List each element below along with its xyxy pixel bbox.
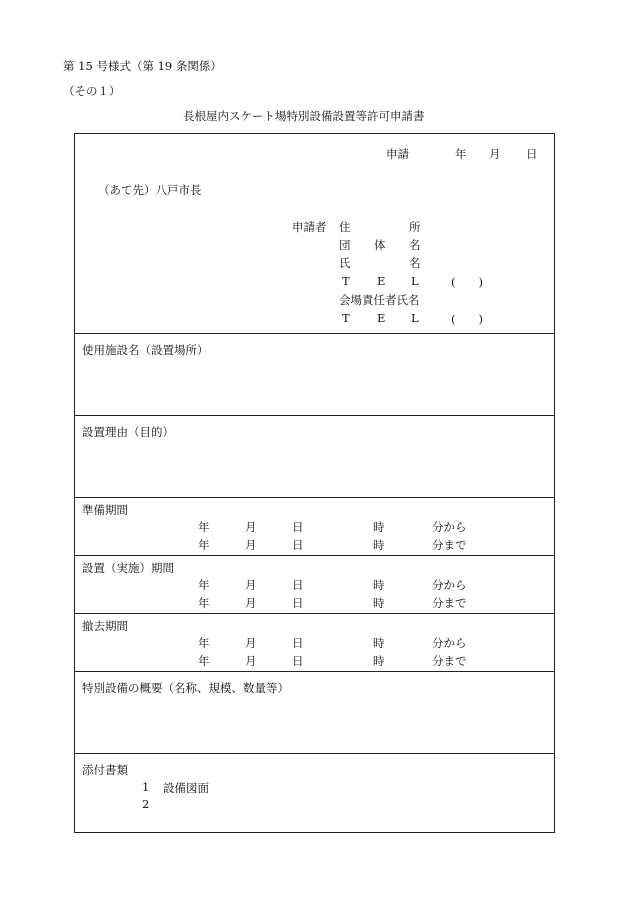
period-until: 分まで [432, 538, 467, 552]
divider [75, 497, 554, 498]
application-day: 日 [526, 147, 538, 161]
overview-label: 特別設備の概要（名称、規模、数量等） [82, 681, 289, 695]
period-day: 日 [292, 636, 304, 650]
name-label-2: 名 [409, 256, 421, 270]
divider [75, 555, 554, 556]
application-month: 月 [489, 147, 501, 161]
attachments-label: 添付書類 [82, 763, 128, 777]
name-label-1: 氏 [339, 256, 351, 270]
form-sub-number: （その１） [63, 84, 121, 98]
manager-tel-label-e: E [377, 311, 386, 325]
applicant-label: 申請者 [292, 220, 327, 234]
period-hour: 時 [373, 578, 385, 592]
attachment-number-1: 1 [142, 780, 150, 794]
period-year: 年 [198, 636, 210, 650]
manager-tel-area-code: ( ) [451, 312, 483, 326]
period-day: 日 [292, 538, 304, 552]
facility-name-label: 使用施設名（設置場所） [82, 343, 209, 357]
period-day: 日 [292, 578, 304, 592]
tel-label-l: L [411, 274, 419, 288]
period-until: 分まで [432, 654, 467, 668]
period-year: 年 [198, 654, 210, 668]
period-day: 日 [292, 520, 304, 534]
group-label-1: 団 [339, 238, 351, 252]
period-day: 日 [292, 596, 304, 610]
address-label-1: 住 [339, 220, 351, 234]
manager-tel-label-t: T [342, 311, 350, 325]
tel-label-t: T [342, 274, 350, 288]
application-date-label: 申請 [386, 147, 409, 161]
period-month: 月 [245, 654, 257, 668]
group-label-2: 体 [374, 238, 386, 252]
page-title: 長根屋内スケート場特別設備設置等許可申請書 [183, 109, 425, 123]
reason-label: 設置理由（目的） [82, 425, 174, 439]
form-number: 第 15 号様式（第 19 条関係） [63, 59, 222, 73]
address-label-2: 所 [409, 220, 421, 234]
period-hour: 時 [373, 520, 385, 534]
application-year: 年 [455, 147, 467, 161]
period-until: 分まで [432, 596, 467, 610]
period-day: 日 [292, 654, 304, 668]
removal-period-label: 撤去期間 [82, 619, 128, 633]
divider [75, 415, 554, 416]
tel-label-e: E [377, 274, 386, 288]
period-from: 分から [432, 636, 467, 650]
period-hour: 時 [373, 654, 385, 668]
period-from: 分から [432, 520, 467, 534]
setup-period-label: 設置（実施）期間 [82, 561, 174, 575]
venue-manager-label: 会場責任者氏名 [339, 293, 420, 307]
divider [75, 613, 554, 614]
period-month: 月 [245, 538, 257, 552]
period-month: 月 [245, 520, 257, 534]
divider [75, 753, 554, 754]
period-from: 分から [432, 578, 467, 592]
period-month: 月 [245, 596, 257, 610]
period-year: 年 [198, 578, 210, 592]
period-year: 年 [198, 520, 210, 534]
period-hour: 時 [373, 538, 385, 552]
group-label-3: 名 [409, 238, 421, 252]
application-form [74, 133, 555, 833]
period-year: 年 [198, 596, 210, 610]
period-hour: 時 [373, 596, 385, 610]
attachment-item-1: 設備図面 [163, 781, 209, 795]
divider [75, 333, 554, 334]
addressee: （あて先）八戸市長 [98, 183, 202, 197]
prep-period-label: 準備期間 [82, 503, 128, 517]
period-year: 年 [198, 538, 210, 552]
divider [75, 671, 554, 672]
period-hour: 時 [373, 636, 385, 650]
period-month: 月 [245, 578, 257, 592]
attachment-number-2: 2 [142, 797, 150, 811]
tel-area-code: ( ) [451, 275, 483, 289]
period-month: 月 [245, 636, 257, 650]
manager-tel-label-l: L [411, 311, 419, 325]
